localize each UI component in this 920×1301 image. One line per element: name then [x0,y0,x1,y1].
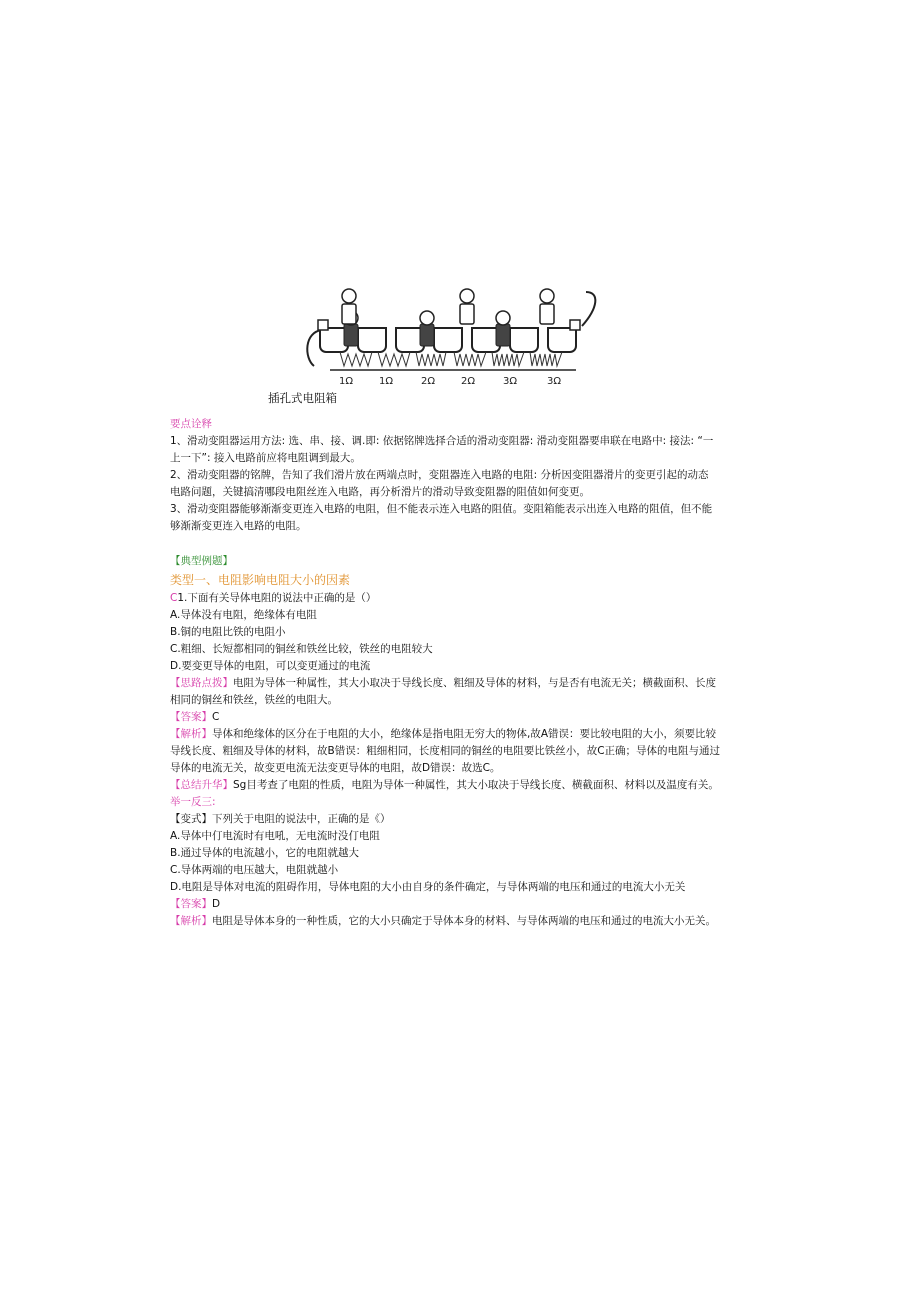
variant-option-b: B.通过导体的电流越小，它的电阻就越大 [170,847,360,859]
analysis-line [170,726,745,743]
answer-tag: 【答案】 [170,711,212,723]
hint-text: 电阻为导体一种属性，其大小取决于导线长度、粗细及导体的材料，与是否有电流无关；横截面积、长度 [233,677,716,689]
key-point-2b: 电路问题，关键搞清哪段电阻丝连入电路，再分析滑片的滑动导致变阻器的阻值如何变更。 [170,486,590,498]
variant-option-d: D.电阻是导体对电流的阻碍作用，导体电阻的大小由自身的条件确定，与导体两端的电压和通过的电流大小无关 [170,881,686,893]
hint-tag: 【思路点拨】 [170,677,233,689]
summary-line [170,777,745,794]
key-point-3b: 够渐渐变更连入电路的电阻。 [170,520,307,532]
question-1-stem [170,590,745,607]
variant-answer-line [170,896,745,913]
variant-analysis-text: 电阻是导体本身的一种性质，它的大小只确定于导体本身的材料、与导体两端的电压和通过的电流大小无关。 [212,915,716,927]
key-point-1b: 上一下”: 接入电路前应将电阻调到最大。 [170,452,361,464]
resistor-label: 1Ω [378,376,394,387]
variant-stem: 【变式】下列关于电阻的说法中，正确的是《） [170,813,391,825]
variant-answer-tag: 【答案】 [170,898,212,910]
answer-value: C [212,711,220,723]
resistor-label: 2Ω [460,376,476,387]
key-point-2a: 2、滑动变阻器的铭牌，告知了我们滑片放在两端点时，变阻器连入电路的电阻: 分析因变阻器滑片的变更引起的动态 [170,469,709,481]
resistor-label: 3Ω [546,376,562,387]
key-points-title: 要点诠释 [170,418,212,430]
variant-analysis-line [170,913,745,930]
type-heading: 类型一、电阻影响电阻大小的因素 [170,573,351,587]
summary-text: Sg目考查了电阻的性质，电阻为导体一种属性，其大小取决于导线长度、横截面积、材料以及温度有关。 [233,779,719,791]
option-d: D.要变更导体的电阻，可以变更通过的电流 [170,660,371,672]
analysis-tag: 【解析】 [170,728,212,740]
summary-tag: 【总结升华】 [170,779,233,791]
option-b: B.铜的电阻比铁的电阻小 [170,626,286,638]
analysis-line-2: 导线长度、粗细及导体的材料，故B错误：粗细相同，长度相同的铜丝的电阻要比铁丝小，故C正确；导体的电阻与通过 [170,745,721,757]
variant-option-a: A.导体中仃电流时有电吼，无电流时没仃电阻 [170,830,380,842]
document-body [170,416,745,930]
key-point-3a: 3、滑动变阻器能够渐渐变更连入电路的电阻，但不能表示连入电路的阻值。变阻箱能表示出连入电路的阻值，但不能 [170,503,713,515]
examples-title: 【典型例题】 [170,555,233,567]
hint-line [170,675,745,692]
analysis-line-3: 导体的电流无关，故变更电流无法变更导体的电阻，故D错误：故选C。 [170,762,501,774]
key-point-1a: 1、滑动变阻器运用方法: 选、串、接、调.即: 依据铭牌选择合适的滑动变阻器: 滑动变阻器要串联在电路中: 接法: “一 [170,435,714,447]
resistor-label: 1Ω [338,376,354,387]
hint-line-2: 相同的铜丝和铁丝，铁丝的电阻大。 [170,694,338,706]
practice-title: 举一反三: [170,796,216,808]
variant-analysis-tag: 【解析】 [170,915,212,927]
variant-answer-value: D [212,898,221,910]
question-prefix: C [170,592,178,604]
resistor-label: 2Ω [420,376,436,387]
figure-caption: 插孔式电阻箱 [268,391,337,405]
resistance-box-figure [300,288,610,388]
answer-line [170,709,745,726]
option-c: C.粗细、长短都相同的铜丝和铁丝比较，铁丝的电阻较大 [170,643,433,655]
question-text: 1.下面有关导体电阻的说法中正确的是（） [177,592,377,604]
resistance-box-drawing [300,288,610,388]
variant-option-c: C.导体两端的电压越大，电阻就越小 [170,864,339,876]
resistor-label: 3Ω [502,376,518,387]
analysis-text: 导体和绝缘体的区分在于电阻的大小，绝缘体是指电阻无穷大的物体,故A错误：要比较电阻的大小，须要比较 [212,728,717,740]
option-a: A.导体没有电阻，绝缘体有电阻 [170,609,317,621]
